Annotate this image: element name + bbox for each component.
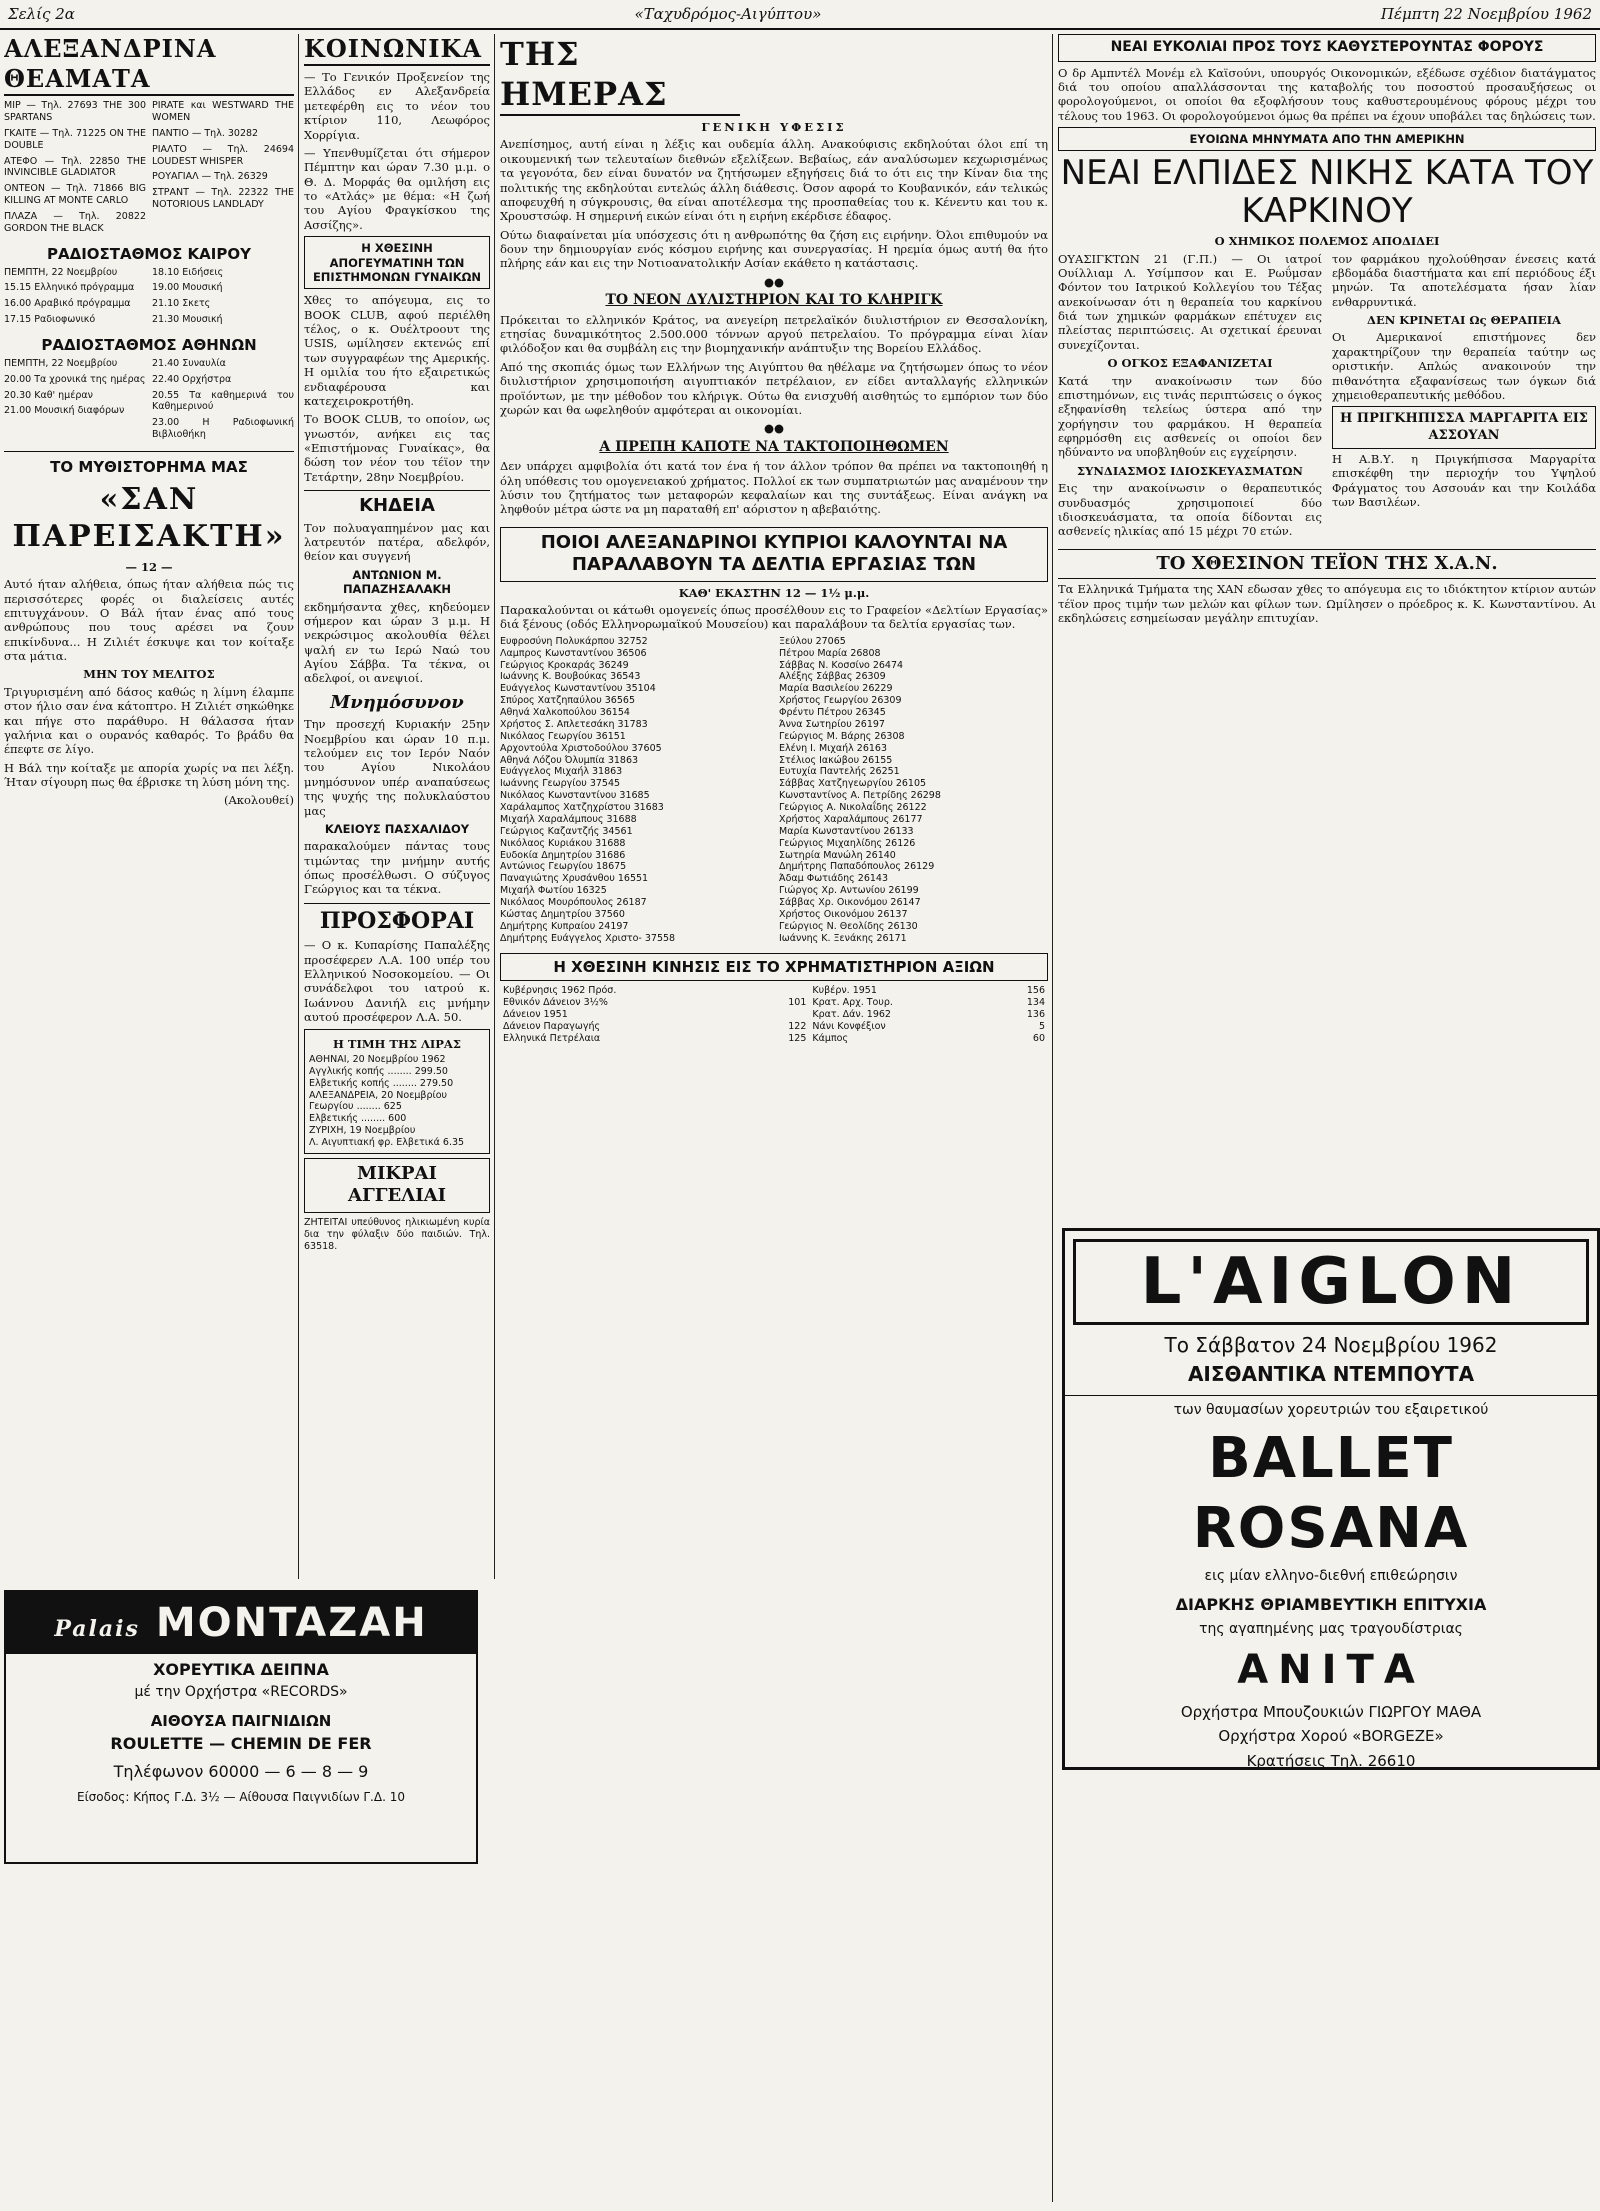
radio-line: 15.15 Ελληνικό πρόγραμμα: [4, 282, 135, 294]
radio-line: 23.00 Η Ραδιοφωνική Βιβλιοθήκη: [152, 417, 294, 441]
news-text: Η Α.Β.Υ. η Πριγκήπισσα Μαργαρίτα επισκέφθη την περιοχήν του Υψηλού Φράγματος του Ασσουάν και την Κοιλάδα των Βασιλέων.: [1332, 451, 1596, 509]
aiglon-line: Ορχήστρα Μπουζουκιών ΓΙΩΡΓΟΥ ΜΑΘΑ: [1180, 1702, 1482, 1721]
stock-row: [500, 1009, 1048, 1021]
radio-line: 20.00 Τα χρονικά της ημέρας: [4, 373, 146, 385]
cancer-subtitle: Ο ΧΗΜΙΚΟΣ ΠΟΛΕΜΟΣ ΑΠΟΔΙΔΕΙ: [1214, 234, 1440, 249]
name-entry: Ιωάννης Γεωργίου 37545: [500, 778, 621, 790]
name-entry: Χρήστος Σ. Απλετεσάκη 31783: [500, 718, 648, 730]
name-entry: Πέτρου Μαρία 26808: [779, 647, 881, 659]
name-entry: Κωνσταντίνος Α. Πετρίδης 26298: [779, 790, 941, 802]
name-entry: Μιχαήλ Φωτίου 16325: [500, 885, 607, 897]
lira-row: Λ. Αιγυπτιακή φρ. Ελβετικά 6.35: [309, 1137, 465, 1148]
news-text: Τα Ελληνικά Τμήματα της ΧΑΝ εδωσαν χθες το απόγευμα εις το ιδιόκτητον κτίριον αυτών τέϊον προς τιμήν των μελών και φίλων των. Ωμίλησεν ο πρόεδρος κ. Κ. Κωνσταντίνου. Αι εκδηλώσεις εσημείωσαν μεγάλην επιτυχίαν.: [1058, 582, 1596, 625]
radio-line: 22.40 Ορχήστρα: [152, 373, 232, 385]
name-entry: Γιώργος Χρ. Αντωνίου 26199: [779, 885, 919, 897]
radio-athens-schedule: [4, 358, 294, 445]
stock-price: 125: [788, 1032, 807, 1044]
aiglon-ballet: BALLET ROSANA: [1192, 1425, 1470, 1561]
name-entry: Μαρία Κωνσταντίνου 26133: [779, 825, 914, 837]
name-entry: Ευδοκία Δημητρίου 31686: [500, 849, 626, 861]
radio-line: ΠΕΜΠΤΗ, 22 Νοεμβρίου: [4, 266, 118, 278]
aiglon-line: της αγαπημένης μας τραγουδίστριας: [1199, 1621, 1463, 1637]
name-entry: Δημήτρης Παπαδόπουλος 26129: [779, 861, 935, 873]
name-entry: Αλέξης Σάββας 26309: [779, 671, 886, 683]
novel-text: Αυτό ήταν αλήθεια, όπως ήταν αλήθεια πώς τις περισσότερες φορές οι διαλείσεις αυτές επιτυγχάνουν. Ο Βάλ ήταν ένας από τους ανθρώπους που τους αρέσει να ζουν επικίνδυνα... Η Ζιλιέτ έσκυψε και τον κοίταξε στα μάτια.: [4, 577, 294, 663]
name-entry: Ευφροσύνη Πολυκάρπου 32752: [500, 635, 648, 647]
stock-name: Κυβέρν. 1951: [812, 985, 877, 997]
lira-row: ΑΛΕΞΑΝΔΡΕΙΑ, 20 Νοεμβρίου: [309, 1089, 448, 1101]
lira-row: ΑΘΗΝΑΙ, 20 Νοεμβρίου 1962: [309, 1053, 446, 1065]
name-entry: Σάββας Χρ. Οικονόμου 26147: [779, 897, 921, 908]
divider: ●●: [763, 421, 785, 436]
cinema-item: ΠΛΑΖΑ — Τηλ. 20822 GORDON THE BLACK: [4, 211, 146, 234]
name-entry: Νικόλαος Κωνσταντίνου 31685: [500, 790, 650, 802]
name-entry: Δημήτρης Κυπραίου 24197: [500, 920, 629, 932]
novel-text: Η Βάλ την κοίταξε με απορία χωρίς να πει λέξη. Ήταν σίγουρη πως θα έβρισκε τη λύση μόνη της.: [4, 760, 294, 789]
page-header: [0, 0, 1600, 30]
name-entry: Μαρία Βασιλείου 26229: [779, 683, 893, 695]
aiglon-line: Κρατήσεις Τηλ. 26610: [1246, 1752, 1416, 1770]
news-text: ΟΥΑΣΙΓΚΤΩΝ 21 (Γ.Π.) — Οι ιατροί Ουίλλιαμ Λ. Υσίμπσον και Ε. Ρωΰμσαν Φόντον του Ιατρικού Κολλεγίου του Τέξας ανεκοίνωσαν ότι η θεραπεία του καρκίνου διά των χημικών φαρμάκων επέτυχεν εις πλείστας περιπτώσεις. Αι σχετικαί έρευναι συνεχίζονται.: [1058, 251, 1322, 352]
column-rule: [494, 34, 495, 1579]
settlement-headline: Α ΠΡΕΠΗ ΚΑΠΟΤΕ ΝΑ ΤΑΚΤΟΠΟΙΗΘΩΜΕΝ: [599, 438, 949, 455]
radio-line: 21.30 Μουσική: [152, 314, 223, 326]
cinema-item: ΡΙΑΛΤΟ — Τηλ. 24694 LOUDEST WHISPER: [152, 143, 294, 167]
stock-row: [500, 997, 1048, 1009]
radio-line: ΠΕΜΠΤΗ, 22 Νοεμβρίου: [4, 357, 118, 369]
news-subtitle: ΔΕΝ ΚΡΙΝΕΤΑΙ Ως ΘΕΡΑΠΕΙΑ: [1367, 313, 1561, 328]
editorial-text: Ανεπίσημος, αυτή είναι η λέξις και ουδεμία άλλη. Ανακούφισις εκδηλούται όλοι επί τη οικουμενική των τελευταίων διεθνών εξελίξεων. Βεβαίως, εάν αναλύσωμεν κεχωρισμένως τα γεγονότα, δεν είναι δυνατόν να ζητήσωμεν εξηγήσεις διά το ότι εις την Κίναν δια της πολιτικής της εκδηλούται εντελώς άλλη διάθεσις. Όσον αφορά το Κουβανικόν, εάν τελικώς αποφευχθή η σύγκρουσις, θα είναι αποτέλεσμα της προσπαθείας του κ. Κένεντυ και του κ. Χρουστσώφ. Η σημερινή εικών είναι ότι η ειρήνη εκέρδισε έδαφος.: [500, 137, 1048, 224]
funeral-name: ΑΝΤΩΝΙΟΝ Μ. ΠΑΠΑΖΗΣΑΛΑΚΗ: [342, 567, 452, 597]
column-news: [1058, 34, 1596, 1214]
memorial-text: παρακαλούμεν πάντας τους τιμώντας την μνήμην αυτής όπως προσέλθωσι. Ο σύζυγος Γεώργιος και τα τέκνα.: [304, 839, 490, 897]
social-text: Χθες το απόγευμα, εις το BOOK CLUB, αφού περιέλθη τέλος, ο κ. Ουέλτροουτ της USIS, ωμίλησεν εκτενώς επί των συγγραφέων της Αμερικής. Η ομιλία του ήτο εξαιρετικώς ενδιαφέρουσα και κατεχειροκροτήθη.: [304, 293, 490, 408]
name-entry: Γεώργιος Ν. Θεολίδης 26130: [779, 920, 918, 932]
funeral-title: ΚΗΔΕΙΑ: [304, 490, 490, 518]
cinema-item: ΣΤΡΑΝΤ — Τηλ. 22322 THE NOTORIOUS LANDLADY: [152, 187, 294, 211]
name-entry: Χρήστος Οικονόμου 26137: [779, 908, 908, 920]
column-rule: [298, 34, 299, 1579]
cinema-item: ΓΚΑΙΤΕ — Τηλ. 71225 ON THE DOUBLE: [4, 127, 146, 151]
editorial-text: Δεν υπάρχει αμφιβολία ότι κατά τον ένα ή τον άλλον τρόπον θα πρέπει να τακτοποιηθή η όλη υπόθεσις του ομογενειακού χρήματος. Πολλοί εκ των συμπατριωτών μας αναμένουν την λύσιν του ζητήματος των μεταφορών κεφαλαίων και της συντάξεως. Είναι ανάγκη να ληφθούν μέτρα ώστε να μη παραταθή επ' αόριστον η αβεβαιότης.: [500, 459, 1048, 517]
lira-row: Ελβετικής ........ 600: [309, 1113, 407, 1125]
radio-line: 20.30 Καθ' ημέραν: [4, 389, 93, 401]
cinema-item: ΡΟΥΑΓΙΑΛ — Τηλ. 26329: [152, 171, 268, 183]
stock-price: 156: [1026, 985, 1045, 997]
cypriots-notice-title: ΠΟΙΟΙ ΑΛΕΞΑΝΔΡΙΝΟΙ ΚΥΠΡΙΟΙ ΚΑΛΟΥΝΤΑΙ ΝΑ ΠΑΡΑΛΑΒΟΥΝ ΤΑ ΔΕΛΤΙΑ ΕΡΓΑΣΙΑΣ ΤΩΝ: [500, 527, 1048, 582]
entertainment-title: ΑΛΕΞΑΝΔΡΙΝΑ ΘΕΑΜΑΤΑ: [4, 34, 294, 96]
cypriots-name-list: [500, 636, 1048, 945]
cinema-item: PIRATE και WESTWARD THE WOMEN: [152, 100, 294, 123]
cinema-item: ΠΑΝΤΙΟ — Τηλ. 30282: [152, 127, 259, 139]
name-entry: Γεώργιος Κροκαράς 36249: [500, 659, 629, 671]
novel-continues: (Ακολουθεί): [224, 793, 294, 808]
divider: ●●: [763, 274, 785, 289]
montazah-brand: Palais: [54, 1616, 140, 1642]
stock-price: [757, 1009, 809, 1021]
news-subtitle: ΣΥΝΔΙΑΣΜΟΣ ΙΔΙΟΣΚΕΥΑΣΜΑΤΩΝ: [1077, 463, 1303, 478]
stock-row: [500, 1033, 1048, 1045]
aiglon-line: των θαυμασίων χορευτριών του εξαιρετικού: [1065, 1395, 1597, 1420]
names-column-right: [779, 636, 1048, 945]
issue-date: Πέμπτη 22 Νοεμβρίου 1962: [1380, 4, 1592, 23]
name-entry: Νικόλαος Μουρόπουλος 26187: [500, 897, 647, 908]
lira-row: Ελβετικής κοπής ........ 279.50: [309, 1077, 454, 1089]
small-ads-text: ΖΗΤΕΙΤΑΙ υπεύθυνος ηλικιωμένη κυρία δια την φύλαξιν δύο παιδιών. Τηλ. 63518.: [304, 1216, 490, 1252]
montazah-line: ΧΟΡΕΥΤΙΚΑ ΔΕΙΠΝΑ: [153, 1660, 329, 1679]
news-text: τον φαρμάκου ηχολούθησαν ένεσεις κατά εβδομάδα διαστήματα και επί περιόδους έξι μηνών. Τα αποτελέσματα ήσαν λίαν ενθαρρυντικά.: [1332, 251, 1596, 309]
radio-line: 21.00 Μουσική διαφόρων: [4, 405, 125, 417]
stock-price: [757, 985, 809, 997]
name-entry: Ευάγγελος Κωνσταντίνου 35104: [500, 683, 656, 695]
radio-cairo-schedule: [4, 267, 294, 331]
lira-row: Γεωργίου ........ 625: [309, 1101, 402, 1113]
novel-part: — 12 —: [125, 559, 173, 574]
stock-price: 134: [1026, 997, 1045, 1009]
social-text: Το BOOK CLUB, το οποίον, ως γνωστόν, ανήκει εις τας «Επιστήμονας Γυναίκας», θα δώση τον νέον του τέϊον την Τετάρτην, 28ην Νοεμβρίου.: [304, 412, 490, 484]
name-entry: Χαράλαμπος Χατζηχρίστου 31683: [500, 802, 664, 813]
stock-name: Κυβέρνησις 1962 Πρόσ.: [503, 985, 617, 997]
cinema-item: ΟΝΤΕΟΝ — Τηλ. 71866 BIG KILLING AT MONTE CARLO: [4, 183, 146, 207]
name-entry: Αντώνιος Γεωργίου 18675: [500, 861, 627, 873]
radio-athens-title: ΡΑΔΙΟΣΤΑΘΜΟΣ ΑΘΗΝΩΝ: [41, 336, 257, 354]
name-entry: Γεώργιος Α. Νικολαΐδης 26122: [779, 802, 927, 813]
small-ads-title: ΜΙΚΡΑΙ ΑΓΓΕΛΙΑΙ: [304, 1158, 490, 1213]
lira-title: Η ΤΙΜΗ ΤΗΣ ΛΙΡΑΣ: [333, 1036, 461, 1051]
montazah-line: ΑΙΘΟΥΣΑ ΠΑΙΓΝΙΔΙΩΝ: [150, 1711, 332, 1730]
novel-label: ΤΟ ΜΥΘΙΣΤΟΡΗΜΑ ΜΑΣ: [4, 451, 294, 477]
name-entry: Άδαμ Φωτιάδης 26143: [779, 873, 888, 885]
aiglon-line: εις μίαν ελληνο-διεθνή επιθεώρησιν: [1204, 1567, 1458, 1584]
name-entry: Ευάγγελος Μιχαήλ 31863: [500, 766, 623, 778]
cinema-list: [4, 100, 294, 239]
aiglon-name: L'AIGLON: [1073, 1239, 1589, 1325]
montazah-line: Τηλέφωνον 60000 — 6 — 8 — 9: [113, 1762, 369, 1782]
tax-headline: ΝΕΑΙ ΕΥΚΟΛΙΑΙ ΠΡΟΣ ΤΟΥΣ ΚΑΘΥΣΤΕΡΟΥΝΤΑΣ ΦΟΡΟΥΣ: [1058, 34, 1596, 62]
cypriots-notice-text: Παρακαλούνται οι κάτωθι ομογενείς όπως προσέλθουν εις το Γραφείον «Δελτίων Εργασίας» διά ξένους (οδός Ελληνορωμαϊκού Μουσείου) και παραλάβουν τα δελτία εργασίας των.: [500, 603, 1048, 632]
radio-line: 16.00 Αραβικό πρόγραμμα: [4, 298, 131, 310]
cypriots-notice-time: ΚΑΘ' ΕΚΑΣΤΗΝ 12 — 1½ μ.μ.: [678, 585, 870, 600]
name-entry: Αθηνά Λόζου Όλυμπία 31863: [500, 754, 639, 766]
cinema-item: ΑΤΕΦΟ — Τηλ. 22850 THE INVINCIBLE GLADIATOR: [4, 155, 146, 179]
name-entry: Γεώργιος Καζαντζής 34561: [500, 825, 633, 837]
lira-row: ΖΥΡΙΧΗ, 19 Νοεμβρίου: [309, 1125, 416, 1137]
radio-line: 17.15 Ραδιοφωνικό: [4, 314, 96, 326]
name-entry: Σπύρος Χατζηπαύλου 36565: [500, 695, 635, 707]
memorial-text: Την προσεχή Κυριακήν 25ην Νοεμβρίου και ώραν 10 π.μ. τελούμεν εις τον Ιερόν Ναόν του Αγίου Νικολάου μνημόσυνον υπέρ αναπαύσεως της ψυχής της πολυκλαύστου μας: [304, 717, 490, 818]
social-text: — Υπενθυμίζεται ότι σήμερον Πέμπτην και ώραν 7.30 μ.μ. ο Θ. Δ. Μορφάς θα ομιλήση εις το «Ατλάς» με θέμα: «Η ζωή του Αγίου Φραγκίσκου της Ασσίζης».: [304, 145, 490, 232]
stock-table: [500, 985, 1048, 1044]
news-text: Κατά την ανακοίνωσιν των δύο επιστημόνων, εις τινάς περιπτώσεις ο όγκος εξηφανίσθη τελείως ύστερα από την χορήγησιν του φαρμάκου. Η θεραπεία εφηρμόσθη εις ασθενείς οι οποίοι δεν ηδύναντο να υποβληθούν εις εγχείρησιν.: [1058, 373, 1322, 460]
stock-row: [500, 985, 1048, 997]
news-text: Ο δρ Αμπντέλ Μονέμ ελ Καϊσούνι, υπουργός Οικονομικών, εξέδωσε σχέδιον διατάγματος διά του οποίου απαλλάσσονται της καταβολής του ποσοστού προσαυξήσεως οι φορολογούμενοι, οι οποίοι θα εξοφλήσουν τους καθυστερουμένους φόρους μέχρι του τέλους του 1963. Οι φορολογούμενοι όμως θα πρέπει να έχουν υποβάλει τας δηλώσεις των.: [1058, 65, 1596, 123]
name-entry: Νικόλαος Κυριάκου 31688: [500, 837, 626, 849]
stock-name: Εθνικόν Δάνειον 3½%: [503, 997, 608, 1009]
aiglon-date: Το Σάββατον 24 Νοεμβρίου 1962: [1164, 1333, 1498, 1357]
stock-name: Δάνειον 1951: [503, 1009, 568, 1020]
stock-price: 122: [788, 1020, 807, 1032]
stock-name: Κρατ. Αρχ. Τουρ.: [812, 997, 893, 1009]
name-entry: Παναγιώτης Χρυσάνθου 16551: [500, 873, 649, 885]
name-entry: Χρήστος Γεωργίου 26309: [779, 695, 902, 707]
editorial-text: Πρόκειται το ελληνικόν Κράτος, να ανεγείρη πετρελαϊκόν διυλιστήριον εν Θεσσαλονίκη, ετησίας δυναμικότητος 2.500.000 τόννων αργού πετρελαίου. Το πρόγραμμα είναι λίαν φιλόδοξον και θα συμβάλη εις την βιομηχανικήν ανάπτυξιν της Βορείου Ελλάδος.: [500, 312, 1048, 356]
montazah-name: MONTAZAH: [155, 1600, 428, 1646]
stock-price: 60: [1032, 1032, 1045, 1044]
novel-title: «ΣΑΝ ΠΑΡΕΙΣΑΚΤΗ»: [12, 481, 286, 555]
montazah-line: ROULETTE — CHEMIN DE FER: [110, 1734, 372, 1754]
funeral-text: εκδημήσαντα χθες, κηδεύομεν σήμερον και ώραν 3 μ.μ. Η νεκρώσιμος ακολουθία θέλει ψαλή εν τω Ιερώ Ναώ του Αγίου Σάββα. Τα τέκνα, οι αδελφοί, οι ανεψιοί.: [304, 599, 490, 686]
stock-row: [500, 1021, 1048, 1033]
montazah-line: μέ την Ορχήστρα «RECORDS»: [134, 1684, 348, 1700]
editorial-title: ΤΗΣ ΗΜΕΡΑΣ: [500, 34, 740, 116]
book-club-headline: Η ΧΘΕΣΙΝΗ ΑΠΟΓΕΥΜΑΤΙΝΗ ΤΩΝ ΕΠΙΣΤΗΜΟΝΩΝ ΓΥΝΑΙΚΩΝ: [304, 236, 490, 289]
novel-subtitle: ΜΗΝ ΤΟΥ ΜΕΛΙΤΟΣ: [83, 667, 215, 682]
lira-row: Αγγλικής κοπής ........ 299.50: [309, 1065, 448, 1077]
princess-headline: Η ΠΡΙΓΚΗΠΙΣΣΑ ΜΑΡΓΑΡΙΤΑ ΕΙΣ ΑΣΣΟΥΑΝ: [1332, 406, 1596, 449]
stock-price: 101: [788, 997, 807, 1009]
stock-name: Ελληνικά Πετρέλαια: [503, 1032, 601, 1044]
name-entry: Αρχοντούλα Χριστοδούλου 37605: [500, 742, 662, 754]
lira-box: [304, 1029, 490, 1154]
stock-name: Νάνι Κονφέξιον: [812, 1020, 886, 1032]
name-entry: Λαμπρος Κωνσταντίνου 36506: [500, 647, 647, 659]
memorial-name: ΚΛΕΙΟΥΣ ΠΑΣΧΑΛΙΔΟΥ: [324, 821, 470, 836]
montazah-line: Είσοδος: Κήπος Γ.Δ. 3½ — Αίθουσα Παιγνιδίων Γ.Δ. 10: [77, 1790, 405, 1805]
editorial-text: Από της σκοπιάς όμως των Ελλήνων της Αιγύπτου θα ηθέλαμε να ζητήσωμεν όπως το νέον διυλιστήριον χρησιμοποιήση αιγυπτιακόν πετρέλαιον, εν είδει ανταλλαγής ελληνικών προϊόντων, με την μέθοδον του κλήριγκ. Ούτω θα ενισχυθή αισθητώς το εμπόριον των δύο χωρών και θα ωφεληθούν αμφότεραι αι οικονομίαι.: [500, 359, 1048, 417]
names-column-left: [500, 636, 769, 945]
name-entry: Σάββας Χατζηγεωργίου 26105: [779, 778, 927, 790]
radio-cairo-title: ΡΑΔΙΟΣΤΑΘΜΟΣ ΚΑΙΡΟΥ: [47, 244, 251, 263]
name-entry: Σάββας Ν. Κοσσίνο 26474: [779, 659, 904, 671]
novel-text: Τριγυρισμένη από δάσος καθώς η λίμνη έλαμπε στον ήλιο σαν ένα κάτοπτρο. Η Ζιλιέτ σηκώθηκε και πήγε στο παράθυρο. Η θάλασσα ήταν γαλήνια και ο ουρανός καθαρός. Το βράδυ θα έπεφτε σε λίγο.: [4, 684, 294, 757]
stock-price: 136: [1026, 1009, 1045, 1020]
aiglon-singer: ΑΝΙΤΑ: [1237, 1646, 1425, 1693]
name-entry: Γεώργιος Μ. Βάρης 26308: [779, 730, 905, 742]
aiglon-line: Ορχήστρα Χορού «BORGEZE»: [1218, 1727, 1444, 1746]
name-entry: Ξεύλου 27065: [779, 635, 846, 647]
news-text: Οι Αμερικανοί επιστήμονες δεν χαρακτηρίζουν την θεραπεία ταύτην ως οριστικήν. Απλώς ανακοινούν την πιθανότητα εξαφανίσεως των όγκων διά χημειοθεραπευτικής μεθόδου.: [1332, 330, 1596, 402]
cinema-item: ΜΙΡ — Τηλ. 27693 THE 300 SPARTANS: [4, 100, 146, 123]
name-entry: Νικόλαος Γεωργίου 36151: [500, 730, 626, 742]
name-entry: Άννα Σωτηρίου 26197: [779, 718, 885, 730]
radio-line: 20.55 Τα καθημερινά του Καθημερινού: [152, 389, 294, 413]
montazah-ad: [4, 1590, 478, 1864]
stock-price: 5: [1038, 1020, 1045, 1032]
stock-exchange-title: Η ΧΘΕΣΙΝΗ ΚΙΝΗΣΙΣ ΕΙΣ ΤΟ ΧΡΗΜΑΤΙΣΤΗΡΙΟΝ ΑΞΙΩΝ: [500, 953, 1048, 982]
funeral-text: Τον πολυαγαπημένον μας και λατρευτόν πατέρα, αδελφόν, θείον και συγγενή: [304, 520, 490, 564]
stock-name: Κάμπος: [812, 1032, 849, 1044]
name-entry: Μιχαήλ Χαραλάμπους 31688: [500, 813, 637, 825]
name-entry: Ευτυχία Παντελής 26251: [779, 766, 900, 778]
name-entry: Δημήτρης Ευάγγελος Χριστο- 37558: [500, 932, 676, 944]
name-entry: Σωτηρία Μανώλη 26140: [779, 849, 896, 861]
column-entertainment: [4, 34, 294, 1564]
xan-tea-headline: ΤΟ ΧΘΕΣΙΝΟΝ ΤΕΪΟΝ ΤΗΣ Χ.Α.Ν.: [1058, 549, 1596, 580]
offerings-text: — Ο κ. Κυπαρίσης Παπαλέξης προσέφερεν Λ.Α. 100 υπέρ του Ελληνικού Νοσοκομείου. — Οι συνάδελφοι του ιατρού κ. Ιωάννου Δανιήλ εις μνήμην αυτού προσέφερον Λ.Α. 50.: [304, 938, 490, 1025]
stock-name: Κρατ. Δάν. 1962: [812, 1009, 891, 1020]
aiglon-ad: [1062, 1228, 1600, 1770]
refinery-headline: ΤΟ ΝΕΟΝ ΔΥΛΙΣΤΗΡΙΟΝ ΚΑΙ ΤΟ ΚΛΗΡΙΓΚ: [605, 292, 943, 309]
stock-name: Δάνειον Παραγωγής: [503, 1020, 601, 1032]
memorial-title: Μνημόσυνον: [330, 691, 464, 713]
name-entry: Γεώργιος Μιχαηλίδης 26126: [779, 837, 916, 849]
column-editorial: [500, 34, 1048, 2204]
social-title: ΚΟΙΝΩΝΙΚΑ: [304, 34, 490, 66]
radio-line: 21.40 Συναυλία: [152, 357, 226, 369]
page-number: Σελίς 2α: [8, 4, 75, 23]
radio-line: 21.10 Σκετς: [152, 298, 211, 310]
social-text: — Το Γενικόν Προξενείον της Ελλάδος εν Αλεξανδρεία μετεφέρθη εις το νέον του κτίριον 110, Λεωφόρος Χορρίγια.: [304, 70, 490, 142]
name-entry: Ιωάννης Κ. Ξενάκης 26171: [779, 932, 907, 944]
aiglon-line: ΔΙΑΡΚΗΣ ΘΡΙΑΜΒΕΥΤΙΚΗ ΕΠΙΤΥΧΙΑ: [1175, 1595, 1487, 1614]
cancer-headline: ΝΕΑΙ ΕΛΠΙΔΕΣ ΝΙΚΗΣ ΚΑΤΑ ΤΟΥ ΚΑΡΚΙΝΟΥ: [1060, 153, 1594, 231]
name-entry: Χρήστος Χαραλάμπους 26177: [779, 813, 923, 825]
name-entry: Κώστας Δημητρίου 37560: [500, 908, 625, 920]
aiglon-line: ΑΙΣΘΑΝΤΙΚΑ ΝΤΕΜΠΟΥΤΑ: [1187, 1362, 1475, 1386]
news-text: Εις την ανακοίνωσιν ο θεραπευτικός συνδυασμός χρησιμοποιεί δύο ιδιοσκευάσματα, τα οποία δίδονται εις ασθενείς ηλικίας από 15 μέχρι 70 ετών.: [1058, 481, 1322, 539]
editorial-subtitle: ΓΕΝΙΚΗ ΥΦΕΣΙΣ: [701, 120, 847, 134]
news-subtitle: Ο ΟΓΚΟΣ ΕΞΑΦΑΝΙΖΕΤΑΙ: [1107, 356, 1273, 371]
radio-line: 19.00 Μουσική: [152, 282, 223, 294]
america-section-title: ΕΥΟΙΩΝΑ ΜΗΝΥΜΑΤΑ ΑΠΟ ΤΗΝ ΑΜΕΡΙΚΗΝ: [1058, 127, 1596, 151]
column-social: [304, 34, 490, 1579]
name-entry: Ιωάννης Κ. Βουβούκας 36543: [500, 671, 641, 683]
editorial-text: Ούτω διαφαίνεται μία υπόσχεσις ότι η ανθρωπότης θα ζήση εις ειρήνην. Όλοι επιθυμούν να δουν την δημιουργίαν ενός κόσμου ειρήνης και συνεργασίας. Η ηρεμία όμως αυτή θα ήτο πλήρης εάν και εις την Νοτιοανατολικήν Ασίαν εκάθετο η κατάστασις.: [500, 227, 1048, 271]
column-rule: [1052, 34, 1053, 2202]
offerings-title: ΠΡΟΣΦΟΡΑΙ: [304, 903, 490, 936]
newspaper-name: «Ταχυδρόμος-Αιγύπτου»: [634, 4, 822, 23]
name-entry: Στέλιος Ιακώβου 26155: [779, 754, 893, 766]
name-entry: Ελένη Ι. Μιχαήλ 26163: [779, 742, 887, 754]
radio-line: 18.10 Ειδήσεις: [152, 266, 224, 278]
name-entry: Φρέντυ Πέτρου 26345: [779, 707, 886, 718]
name-entry: Αθηνά Χαλκοπούλου 36154: [500, 707, 630, 718]
